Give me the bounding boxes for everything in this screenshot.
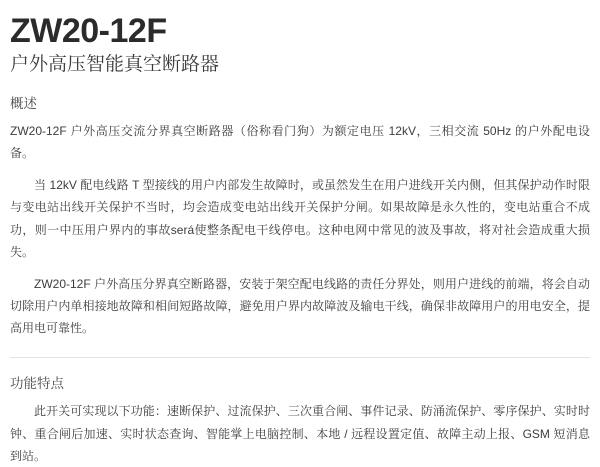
features-paragraph-1: 此开关可实现以下功能：速断保护、过流保护、三次重合闸、事件记录、防涌流保护、零序保护、实时时钟、重合闸后加速、实时状态查询、智能掌上电脑控制、本地 / 远程设置定值、故障主动上报、GSM 短消息到站。: [10, 404, 590, 463]
section-overview: [10, 92, 590, 340]
page-subtitle: 户外高压智能真空断路器: [10, 54, 220, 76]
overview-paragraph-3: ZW20-12F 户外高压分界真空断路器，安装于架空配电线路的责任分界处，则用户进线的前端，将会自动切除用户内单相接地故障和相间短路故障，避免用户界内故障波及输电干线，确保非故障用户的用电安全，提高用电可靠性。: [10, 276, 590, 336]
overview-paragraph-2: 当 12kV 配电线路 T 型接线的用户内部发生故障时，或虽然发生在用户进线开关内侧，但其保护动作时限与变电站出线开关保护不当时，均会造成变电站出线开关保护分闸。如果故障是永久性的，变电站重合不成功，则一中压用户界内的事故será使整条配电干线停电。这种电网中常见的波及事故，将对社会造成重大损失。: [10, 178, 590, 259]
page-title: ZW20-12F: [10, 12, 167, 50]
section-heading-overview: 概述: [10, 95, 37, 111]
overview-paragraph-1: ZW20-12F 户外高压交流分界真空断路器（俗称看门狗）为额定电压 12kV，三相交流 50Hz 的户外配电设备。: [10, 123, 590, 160]
section-heading-features: 功能特点: [10, 376, 64, 392]
section-divider: [10, 357, 590, 358]
